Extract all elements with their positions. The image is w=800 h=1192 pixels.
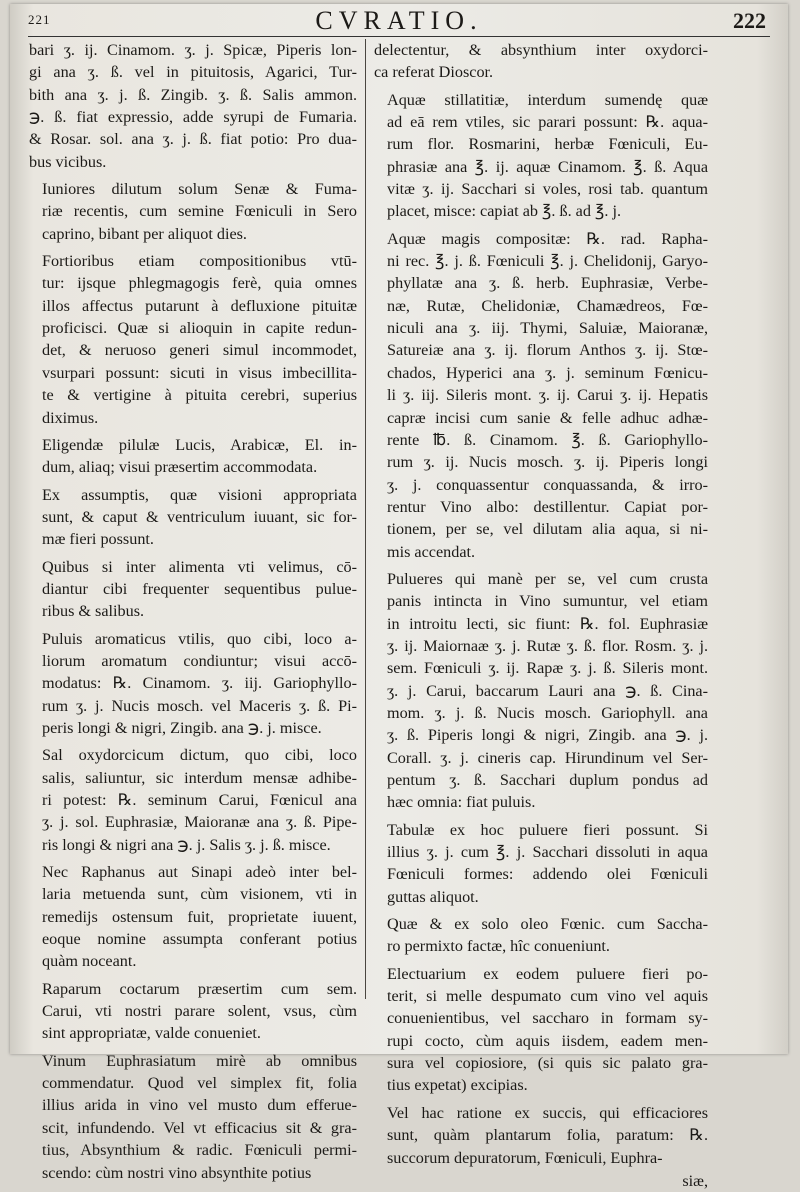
text-line: caprino, bibant per aliquot dies. (42, 224, 247, 243)
text-line: Carui, vti nostri parare solent, vsus, cùm (42, 1002, 357, 1021)
paragraph (374, 819, 708, 908)
text-line: conuenientibus, vel saccharo in formam sy- (387, 1009, 708, 1028)
text-line: ad eā rem vtiles, sic parari possunt: ℞. aqua- (387, 113, 708, 132)
text-line: remedijs ostensum fuit, proprietate iuuent, (42, 907, 357, 926)
running-head (10, 6, 788, 36)
paragraph (29, 628, 357, 740)
text-line: salis, saliuntur, sic interdum mensæ adhibe- (42, 768, 357, 787)
text-line: rum flor. Rosmarini, herbæ Fœniculi, Eu- (387, 135, 708, 154)
text-line: chados, Hyperici ana ʒ. j. seminum Fœnicu- (387, 363, 708, 382)
text-line: succorum depuratorum, Fœniculi, Euphra- (387, 1148, 663, 1167)
text-line: liorum aromatum condiuntur; visui accō- (42, 651, 357, 670)
text-line: Nec Raphanus aut Sinapi adeò inter bel- (42, 863, 357, 882)
text-line: vitæ ʒ. ij. Sacchari si voles, rosi tab. quantum (387, 180, 708, 199)
text-line: rum ʒ. j. Nucis mosch. vel Maceris ʒ. ß. Pi- (42, 696, 357, 715)
text-line: det, & neruoso generi simul incommodet, (42, 341, 357, 360)
paragraph (29, 744, 357, 856)
paragraph (29, 178, 357, 245)
text-line: sint appropriatæ, valde conueniet. (42, 1024, 261, 1043)
text-line: tius, Absynthium & radic. Fœniculi permi- (42, 1141, 357, 1160)
text-line: capræ incisi cum sanie & felle adhuc adhæ- (387, 408, 708, 427)
text-line: te & vertigine à pituita cerebri, superius (42, 386, 357, 405)
text-line: Ex assumptis, quæ visioni appropriata (42, 485, 357, 504)
text-line: diantur cibi frequenter sequentibus pulue- (42, 579, 357, 598)
text-line: illos affectus putarunt à defluxione pituitæ (42, 296, 357, 315)
text-line: scit, infundendo. Vel vt efficacius sit & gra- (42, 1118, 357, 1137)
page-number-right: 222 (733, 8, 766, 33)
paragraph (374, 89, 708, 223)
text-line: Raparum coctarum præsertim cum sem. (42, 979, 357, 998)
text-line: panis intincta in Vino sumuntur, vel etiam (387, 592, 708, 611)
text-line: ris longi & nigri ana ℈. j. Salis ʒ. j. ß. misce. (42, 835, 331, 854)
text-line: ℈. ß. fiat expressio, adde syrupi de Fumaria. (29, 108, 357, 127)
text-line: dum, aliaq; visui præsertim accommodata. (42, 458, 318, 477)
text-line: Vinum Euphrasiatum mirè ab omnibus (42, 1051, 357, 1070)
text-line: Sal oxydorcicum dictum, quo cibi, loco (42, 746, 357, 765)
text-line: ribus & salibus. (42, 602, 145, 621)
catchword: siæ, (682, 1171, 708, 1190)
text-line: diximus. (42, 408, 99, 427)
text-line: ʒ. ß. Piperis longi & nigri, Zingib. ana ℈. j. (387, 726, 708, 745)
text-line: ca referat Dioscor. (374, 63, 494, 82)
text-line: ʒ. j. conquassentur conquassanda, & irro- (387, 475, 708, 494)
paragraph (374, 963, 708, 1097)
paragraph (29, 556, 357, 623)
paragraph (29, 434, 357, 479)
text-line: hæc omnia: fiat puluis. (387, 793, 536, 812)
paragraph (29, 1050, 357, 1184)
text-line: & Rosar. sol. ana ʒ. j. ß. fiat potio: Pro dua- (29, 130, 357, 149)
text-line: sunt, & caput & ventriculum iuuant, sic for- (42, 507, 357, 526)
text-line: phyllatæ ana ʒ. ß. herb. Euphrasiæ, Verbe- (387, 274, 708, 293)
text-line: ro permixto factæ, hîc conueniunt. (387, 937, 610, 956)
text-line: Tabulæ ex hoc puluere fieri possunt. Si (387, 820, 708, 839)
text-line: terit, si melle despumato cum vino vel aquis (387, 987, 708, 1006)
text-line: Satureiæ ana ʒ. ij. florum Anthos ʒ. ij. Stœ- (387, 341, 708, 360)
text-line: commendatur. Quod vel simplex fit, folia (42, 1074, 357, 1093)
page-number-left: 221 (28, 12, 51, 27)
text-line: Aquæ stillatitiæ, interdum sumendę quæ (387, 90, 708, 109)
text-line: rente ℔. ß. Cinamom. ℥. ß. Gariophyllo- (387, 430, 708, 449)
text-line: ri potest: ℞. seminum Carui, Fœnicul ana (42, 791, 357, 809)
text-line: Quæ & ex solo oleo Fœnic. cum Saccha- (387, 915, 708, 934)
text-line: guttas aliquot. (387, 887, 479, 906)
text-line: Puluis aromaticus vtilis, quo cibi, loco a- (42, 629, 357, 648)
running-title: CVRATIO. (315, 6, 483, 35)
paragraph (374, 1102, 708, 1169)
paragraph (374, 568, 708, 814)
text-line: mæ fieri possunt. (42, 530, 154, 549)
text-line: tur: ijsque phlegmagogis ferè, quia omnes (42, 274, 357, 293)
text-line: laria metuenda sunt, cùm visionem, vti in (42, 885, 357, 904)
text-line: Vel hac ratione ex succis, qui efficaciores (387, 1103, 708, 1122)
text-line: Pulueres qui manè per se, vel cum crusta (387, 569, 708, 588)
text-line: bari ʒ. ij. Cinamom. ʒ. j. Spicæ, Piperis lon- (29, 41, 357, 59)
paragraph (374, 228, 708, 563)
text-line: placet, misce: capiat ab ℥. ß. ad ℥. j. (387, 202, 621, 221)
text-line: vsurpari possunt: sicuti in visus imbecillita- (42, 363, 357, 382)
right-text-column (374, 39, 708, 1192)
paragraph (29, 250, 357, 429)
text-line: næ, Rutæ, Chelidoniæ, Chamædreos, Fœ- (387, 296, 708, 315)
text-line: mis accendat. (387, 542, 476, 561)
text-line: Quibus si inter alimenta vti velimus, cō- (42, 557, 357, 576)
text-line: pentum ʒ. ß. Sacchari duplum pondus ad (387, 771, 708, 789)
text-line: rum ʒ. ij. Nucis mosch. ʒ. ij. Piperis longi (387, 453, 708, 472)
text-line: peris longi & nigri, Zingib. ana ℈. j. misce. (42, 718, 322, 737)
book-page (10, 4, 788, 1190)
text-line: bus vicibus. (29, 152, 107, 171)
text-line: eoque nomine assumpta conferant potius (42, 930, 357, 949)
text-line: gi ana ʒ. ß. vel in pituitosis, Agarici, Tur- (29, 63, 357, 82)
text-line: modatus: ℞. Cinamom. ʒ. iij. Gariophyllo- (42, 674, 357, 693)
text-line: illius arida in vino vel musto dum efferue- (42, 1096, 357, 1115)
text-line: ni rec. ℥. j. ß. Fœniculi ℥. j. Chelidonij, Garyo- (387, 252, 708, 271)
text-line: sura vel copiosiore, (si quis sic palato gra- (387, 1054, 708, 1073)
text-line: ʒ. j. Carui, baccarum Lauri ana ℈. ß. Cina- (387, 681, 708, 700)
text-line: Fortioribus etiam compositionibus vtū- (42, 252, 357, 271)
text-line: rentur Vino albo: destillentur. Capiat por- (387, 497, 708, 516)
text-line: quàm noceant. (42, 952, 137, 971)
text-line: riæ recentis, cum semine Fœniculi in Sero (42, 202, 357, 221)
text-line: sunt, quàm plantarum folia, paratum: ℞. (387, 1126, 708, 1145)
text-line: ʒ. j. sol. Euphrasiæ, Maioranæ ana ʒ. ß. Pipe- (42, 813, 357, 832)
text-line: tionem, per se, vel dilutam alia aqua, si ni- (387, 520, 708, 539)
paragraph (29, 39, 357, 173)
text-line: Electuarium ex eodem puluere fieri po- (387, 964, 708, 983)
text-line: ʒ. ij. Maiornaæ ʒ. j. Rutæ ʒ. ß. flor. Rosm. ʒ. j. (387, 636, 708, 655)
text-line: Eligendæ pilulæ Lucis, Arabicæ, El. in- (42, 435, 357, 454)
text-line: proficisci. Quæ si alioquin in capite redun- (42, 319, 357, 338)
text-line: Corall. ʒ. j. cineris cap. Hirundinum vel Ser- (387, 748, 708, 767)
text-line: rupi cocto, cùm aquis iisdem, eadem men- (387, 1031, 708, 1050)
header-rule (28, 36, 770, 37)
text-line: bith ana ʒ. j. ß. Zingib. ʒ. ß. Salis ammon. (29, 85, 357, 104)
paragraph (374, 39, 708, 84)
left-text-column (29, 39, 357, 1189)
text-line: Fœniculi formes: addendo olei Fœniculi (387, 865, 708, 884)
text-line: sem. Fœniculi ʒ. ij. Rapæ ʒ. j. ß. Sileris mont. (387, 659, 708, 678)
text-line: phrasiæ ana ℥. ij. aquæ Cinamom. ℥. ß. Aqua (387, 157, 708, 176)
text-line: Iuniores dilutum solum Senæ & Fuma- (42, 180, 357, 199)
text-line: tius expetat) excipias. (387, 1076, 528, 1095)
paragraph (29, 861, 357, 973)
text-line: in introitu lecti, sic fiunt: ℞. fol. Euphrasiæ (387, 614, 708, 633)
paragraph (374, 913, 708, 958)
text-line: illius ʒ. j. cum ℥. j. Sacchari dissoluti in aqua (387, 843, 708, 862)
paragraph (29, 484, 357, 551)
text-line: scendo: cùm nostri vino absynthite potius (42, 1163, 312, 1182)
text-line: mom. ʒ. j. ß. Nucis mosch. Gariophyll. ana (387, 703, 708, 722)
paragraph (29, 978, 357, 1045)
text-line: delectentur, & absynthium inter oxydorci- (374, 41, 708, 59)
column-divider-rule (365, 39, 366, 999)
text-line: li ʒ. iij. Sileris mont. ʒ. ij. Carui ʒ. ij. Hepatis (387, 386, 708, 405)
text-line: Aquæ magis compositæ: ℞. rad. Rapha- (387, 229, 708, 248)
text-line: niculi ana ʒ. iij. Thymi, Saluiæ, Maioranæ, (387, 319, 708, 338)
